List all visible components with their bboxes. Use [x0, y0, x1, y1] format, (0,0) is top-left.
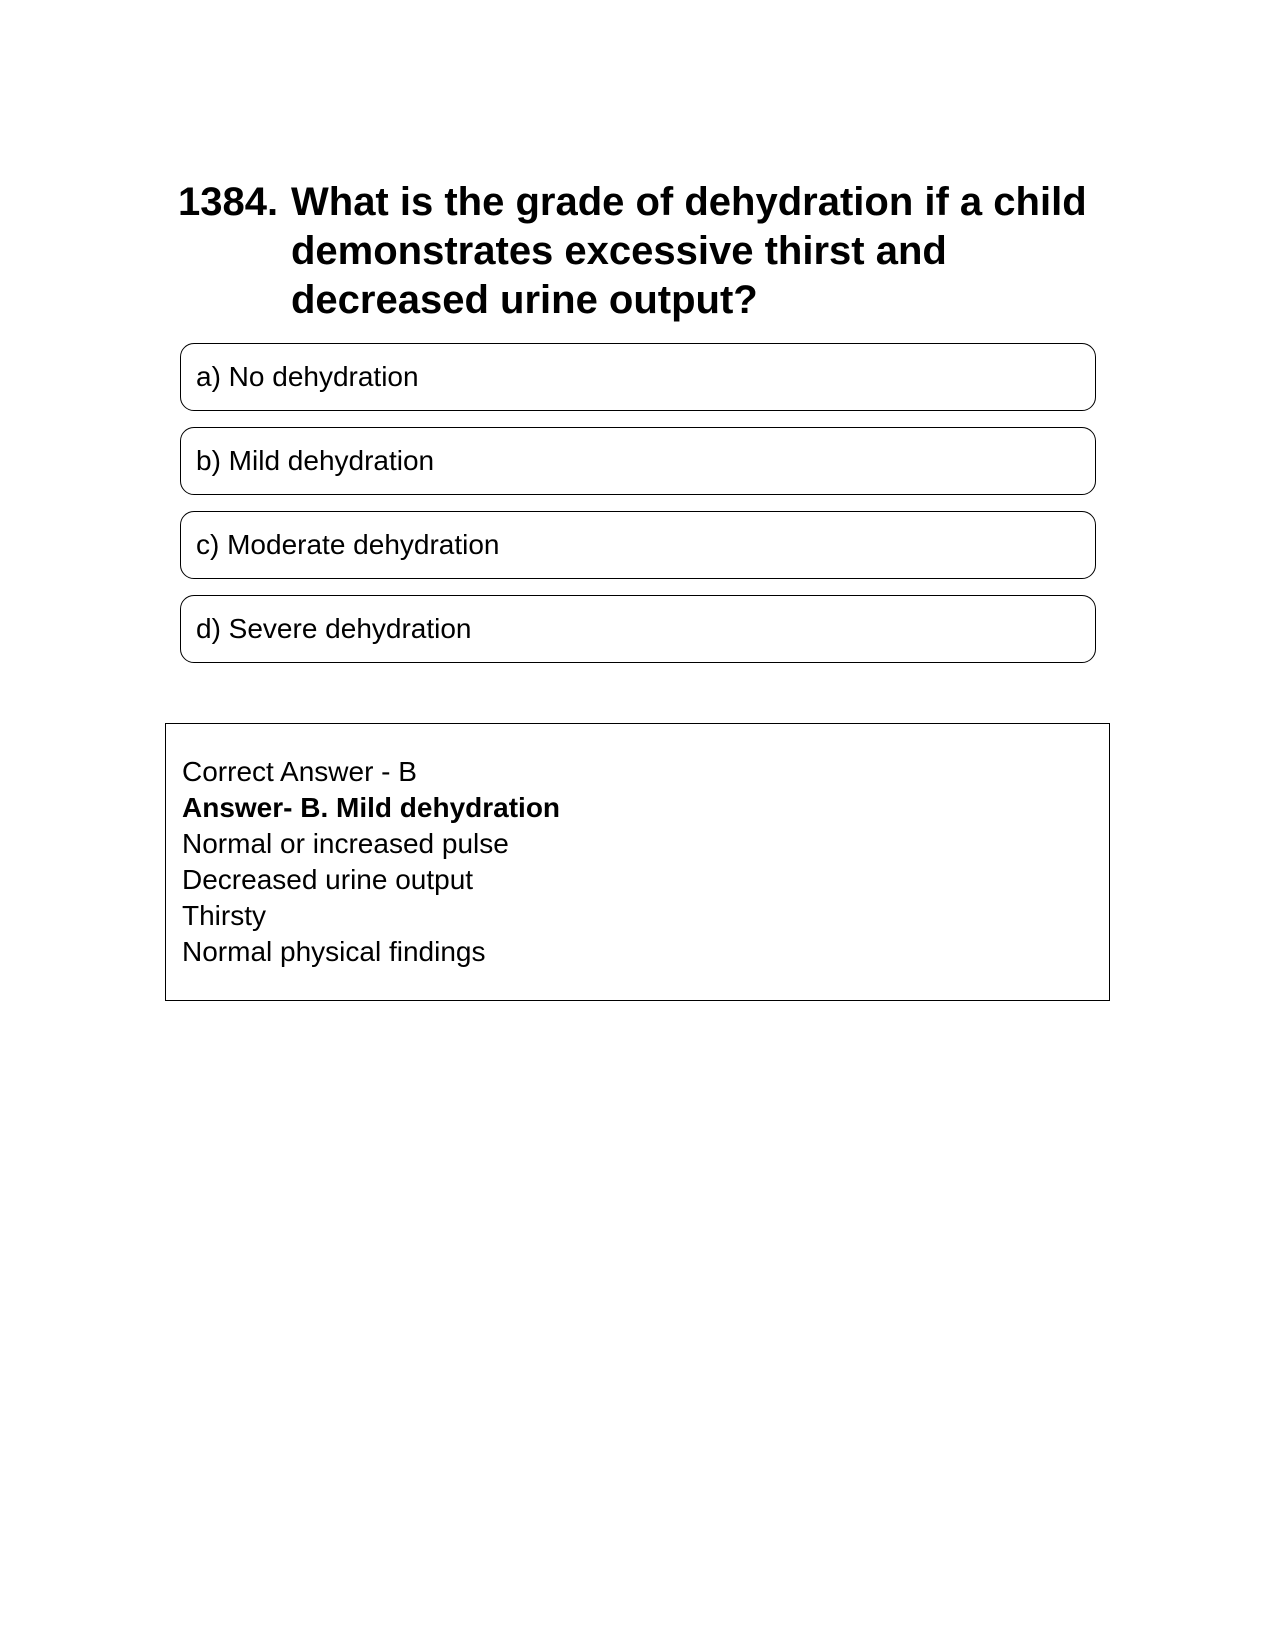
answer-box — [165, 723, 1110, 1001]
explanation-line: Normal physical findings — [182, 936, 486, 967]
explanation-line: Thirsty — [182, 900, 266, 931]
option-d[interactable]: d) Severe dehydration — [180, 595, 1096, 663]
option-b[interactable]: b) Mild dehydration — [180, 427, 1096, 495]
question-text: What is the grade of dehydration if a child demonstrates excessive thirst and decreased urine output? — [291, 180, 1087, 322]
options-list — [180, 343, 1096, 679]
question-number: 1384. — [178, 180, 279, 224]
option-c[interactable]: c) Moderate dehydration — [180, 511, 1096, 579]
explanation-line: Normal or increased pulse — [182, 828, 509, 859]
option-a[interactable]: a) No dehydration — [180, 343, 1096, 411]
answer-heading: Answer- B. Mild dehydration — [182, 792, 561, 823]
explanation-line: Decreased urine output — [182, 864, 474, 895]
correct-answer-line: Correct Answer - B — [182, 756, 417, 787]
question — [178, 178, 1098, 325]
